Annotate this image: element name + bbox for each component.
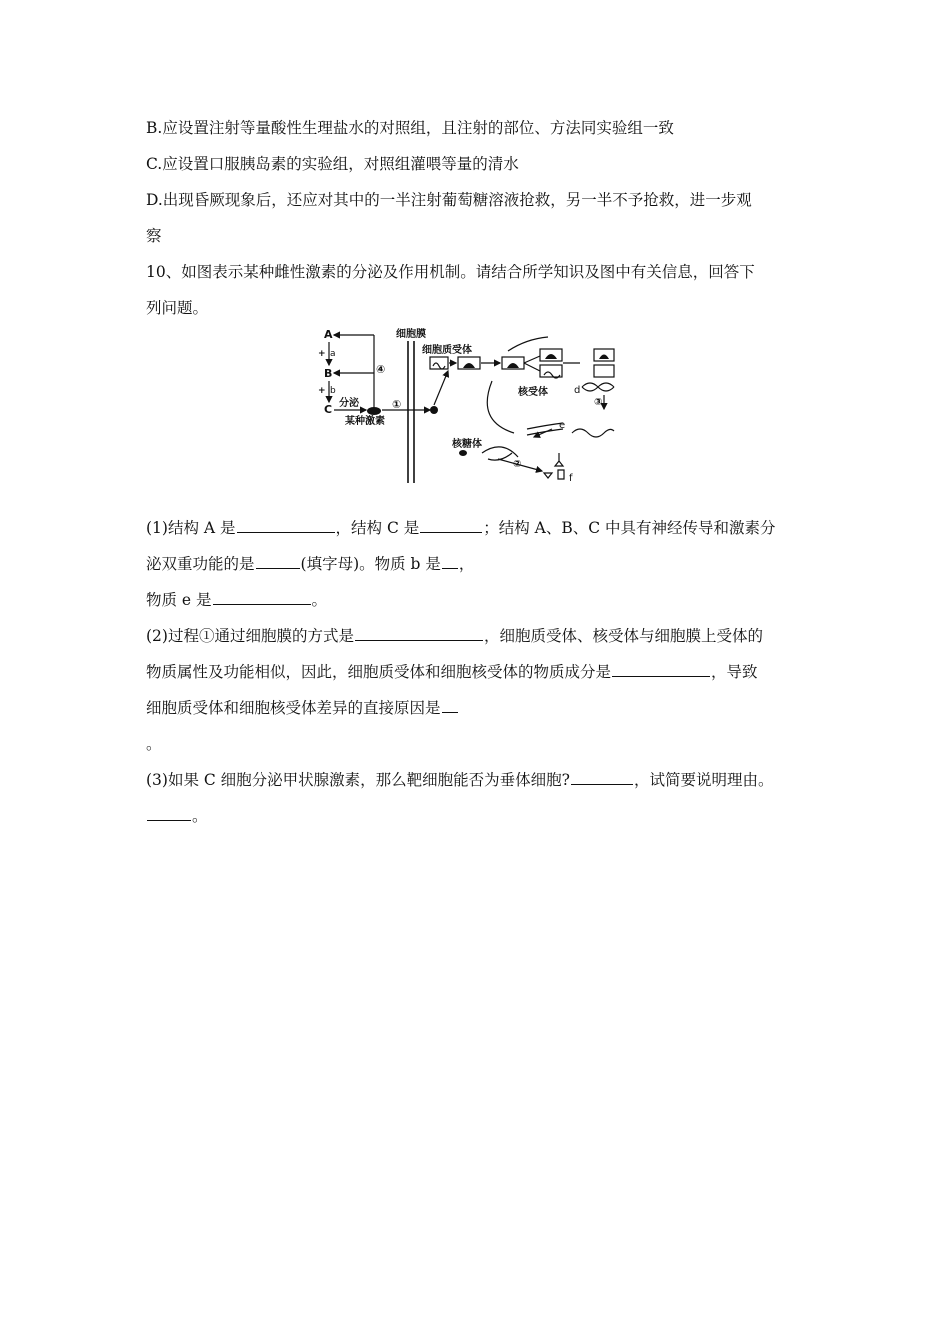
label-ribosome: 核糖体 <box>452 439 482 450</box>
q10-part3-line2: 。 <box>146 806 208 826</box>
question-10-stem-line2: 列问题。 <box>146 299 209 317</box>
answer-blank-substance-e[interactable] <box>213 590 311 605</box>
label-b: b <box>330 386 336 396</box>
q10-part2-line2: 物质属性及功能相似，因此，细胞质受体和细胞核受体的物质成分是 ，导致 <box>146 663 758 681</box>
answer-blank-reason[interactable] <box>147 806 191 821</box>
question-10-stem-line1: 10、如图表示某种雌性激素的分泌及作用机制。请结合所学知识及图中有关信息，回答下 <box>146 263 755 281</box>
q10-part2-line1: (2)过程①通过细胞膜的方式是 ，细胞质受体、核受体与细胞膜上受体的 <box>146 627 763 645</box>
q10-part2-line4: 。 <box>146 735 162 753</box>
option-b: B.应设置注射等量酸性生理盐水的对照组，且注射的部位、方法同实验组一致 <box>146 119 674 137</box>
label-a: a <box>330 349 336 359</box>
label-membrane: 细胞膜 <box>396 329 426 340</box>
label-f: f <box>569 473 573 484</box>
q10-part1-line2: 泌双重功能的是 (填字母)。物质 b 是 ， <box>146 555 475 573</box>
answer-blank-substance-b[interactable] <box>442 554 458 569</box>
answer-blank-structure-c[interactable] <box>420 518 482 533</box>
label-cyto-receptor: 细胞质受体 <box>422 345 472 356</box>
label-e: e <box>559 420 566 431</box>
label-circle-2: ② <box>513 459 522 470</box>
q10-part3-line1: (3)如果 C 细胞分泌甲状腺激素，那么靶细胞能否为垂体细胞? ，试简要说明理由。 <box>146 771 774 789</box>
option-d-line2: 察 <box>146 227 162 245</box>
answer-blank-transport-mode[interactable] <box>355 626 483 641</box>
label-B: B <box>324 367 333 380</box>
label-nuc-receptor: 核受体 <box>518 387 548 398</box>
label-plus-a: + <box>318 349 326 359</box>
q10-part1-line1: (1)结构 A 是 ，结构 C 是 ；结构 A、B、C 中具有神经传导和激素分 <box>146 519 776 537</box>
option-c: C.应设置口服胰岛素的实验组，对照组灌喂等量的清水 <box>146 155 519 173</box>
label-plus-b: + <box>318 386 326 396</box>
answer-blank-receptor-composition[interactable] <box>612 662 710 677</box>
label-circle-3: ③ <box>594 397 603 408</box>
label-d: d <box>574 385 581 396</box>
option-d-line1: D.出现昏厥现象后，还应对其中的一半注射葡萄糖溶液抢救，另一半不予抢救，进一步观 <box>146 191 752 209</box>
answer-blank-dual-function[interactable] <box>256 554 300 569</box>
answer-blank-direct-cause[interactable] <box>442 698 458 713</box>
q10-part2-line3: 细胞质受体和细胞核受体差异的直接原因是 <box>146 698 459 718</box>
hormone-mechanism-diagram <box>312 325 647 487</box>
q10-part1-line3: 物质 e 是 。 <box>146 591 328 609</box>
label-hormone: 某种激素 <box>345 416 385 427</box>
answer-blank-structure-a[interactable] <box>237 518 335 533</box>
label-secrete: 分泌 <box>339 398 359 409</box>
label-circle-4: ④ <box>376 363 386 376</box>
answer-blank-target-cell[interactable] <box>571 770 633 785</box>
label-circle-1: ① <box>392 398 402 411</box>
label-A: A <box>324 328 333 341</box>
label-C: C <box>324 403 333 416</box>
